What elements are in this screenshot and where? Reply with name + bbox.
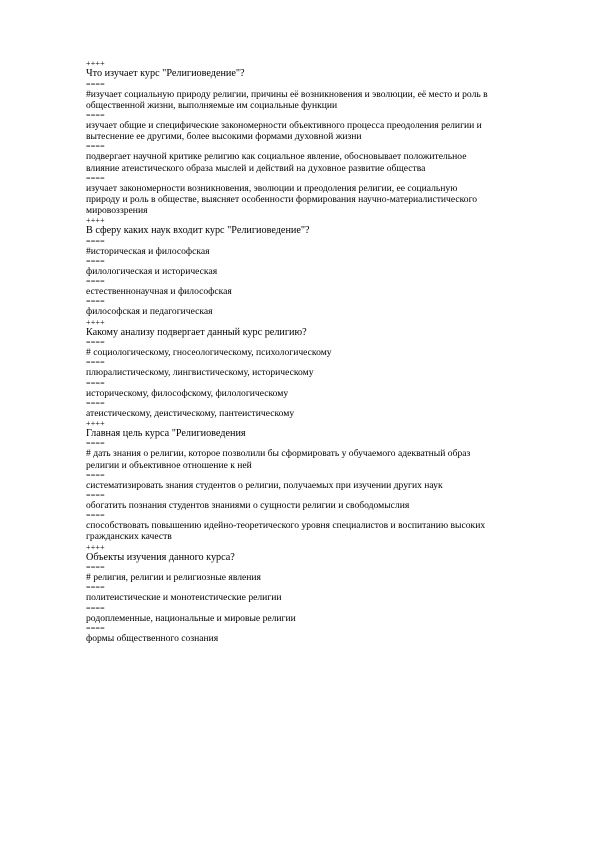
answer-line: историческому, философскому, филологическому bbox=[86, 387, 289, 399]
answer-line: мировоззрения bbox=[86, 205, 148, 217]
answer-option bbox=[86, 89, 556, 111]
answer-separator: ==== bbox=[86, 297, 105, 307]
answer-line: природу и роль в обществе, выясняет особенности формирования научно-материалистического bbox=[86, 193, 478, 205]
answer-line: плюралистическому, лингвистическому, историческому bbox=[86, 367, 314, 379]
answer-option bbox=[86, 633, 556, 644]
answer-line: религии и объективное отношение к ней bbox=[86, 459, 252, 471]
answer-option bbox=[86, 592, 556, 603]
answer-separator: ==== bbox=[86, 79, 105, 89]
answer-separator: ==== bbox=[86, 439, 105, 449]
answer-separator: ==== bbox=[86, 470, 105, 480]
answer-line: изучает общие и специфические закономерности объективного процесса преодоления религии и bbox=[86, 119, 482, 131]
answer-separator: ==== bbox=[86, 623, 105, 633]
answer-separator: ==== bbox=[86, 142, 105, 152]
question-text: Главная цель курса "Религиоведения bbox=[86, 427, 246, 439]
answer-line: способствовать повышению идейно-теоретического уровня специалистов и воспитанию высоких bbox=[86, 520, 486, 532]
answer-separator: ==== bbox=[86, 173, 105, 183]
answer-option bbox=[86, 572, 556, 583]
answer-separator: ==== bbox=[86, 511, 105, 521]
answer-line: атеистическому, деистическому, пантеистическому bbox=[86, 407, 295, 419]
question-text: Какому анализу подвергает данный курс религию? bbox=[86, 326, 307, 338]
answer-option bbox=[86, 286, 556, 297]
answer-line: общественной жизни, выполняемые им социальные функции bbox=[86, 99, 338, 111]
answer-line: изучает закономерности возникновения, эволюции и преодоления религии, ее социальную bbox=[86, 182, 458, 194]
answer-separator: ==== bbox=[86, 257, 105, 267]
question-text: Объекты изучения данного курса? bbox=[86, 551, 235, 563]
question-text: Что изучает курс "Религиоведение"? bbox=[86, 68, 245, 79]
test-question-list bbox=[86, 59, 556, 644]
answer-separator: ==== bbox=[86, 110, 105, 120]
answer-line: политеистические и монотеистические религии bbox=[86, 592, 282, 604]
answer-line: родоплеменные, национальные и мировые религии bbox=[86, 612, 296, 624]
question-separator: ++++ bbox=[86, 216, 105, 226]
answer-option bbox=[86, 613, 556, 624]
answer-separator: ==== bbox=[86, 236, 105, 246]
answer-separator: ==== bbox=[86, 358, 105, 368]
answer-line: филологическая и историческая bbox=[86, 266, 218, 278]
answer-separator: ==== bbox=[86, 563, 105, 573]
answer-line: #историческая и философская bbox=[86, 245, 210, 257]
answer-separator: ==== bbox=[86, 398, 105, 408]
answer-option bbox=[86, 500, 556, 511]
answer-option bbox=[86, 120, 556, 142]
answer-separator: ==== bbox=[86, 583, 105, 593]
answer-line: подвергает научной критике религию как социальное явление, обосновывает положительное bbox=[86, 151, 467, 163]
answer-separator: ==== bbox=[86, 491, 105, 501]
answer-line: естественнонаучная и философская bbox=[86, 286, 232, 298]
question-text: В сферу каких наук входит курс "Религиоведение"? bbox=[86, 225, 310, 237]
answer-option bbox=[86, 183, 556, 217]
answer-option bbox=[86, 367, 556, 378]
question-separator: ++++ bbox=[86, 542, 105, 552]
answer-line: философская и педагогическая bbox=[86, 306, 213, 318]
answer-option bbox=[86, 448, 556, 470]
answer-line: формы общественного сознания bbox=[86, 632, 219, 644]
answer-option bbox=[86, 480, 556, 491]
question-separator: ++++ bbox=[86, 59, 105, 68]
answer-line: # религия, религии и религиозные явления bbox=[86, 572, 261, 584]
answer-option bbox=[86, 266, 556, 277]
answer-line: гражданских качеств bbox=[86, 531, 172, 543]
answer-line: # дать знания о религии, которое позволили бы сформировать у обучаемого адекватный образ bbox=[86, 448, 471, 460]
answer-option bbox=[86, 306, 556, 317]
answer-option bbox=[86, 347, 556, 358]
answer-separator: ==== bbox=[86, 378, 105, 388]
answer-line: влияние атеистического образа мыслей и действий на духовное развитие общества bbox=[86, 162, 426, 174]
answer-line: обогатить познания студентов знаниями о сущности религии и свободомыслия bbox=[86, 500, 410, 512]
question-separator: ++++ bbox=[86, 317, 105, 327]
answer-option bbox=[86, 520, 556, 542]
answer-line: вытеснение ее другими, более высокими формами духовной жизни bbox=[86, 131, 362, 143]
answer-separator: ==== bbox=[86, 338, 105, 348]
answer-option bbox=[86, 151, 556, 173]
answer-line: систематизировать знания студентов о религии, получаемых при изучении других наук bbox=[86, 479, 443, 491]
answer-option bbox=[86, 246, 556, 257]
answer-option bbox=[86, 388, 556, 399]
answer-option bbox=[86, 408, 556, 419]
question-separator: ++++ bbox=[86, 418, 105, 428]
answer-line: #изучает социальную природу религии, причины её возникновения и эволюции, её место и роль в bbox=[86, 88, 488, 100]
answer-line: # социологическому, гносеологическому, психологическому bbox=[86, 347, 332, 359]
answer-separator: ==== bbox=[86, 277, 105, 287]
answer-separator: ==== bbox=[86, 603, 105, 613]
